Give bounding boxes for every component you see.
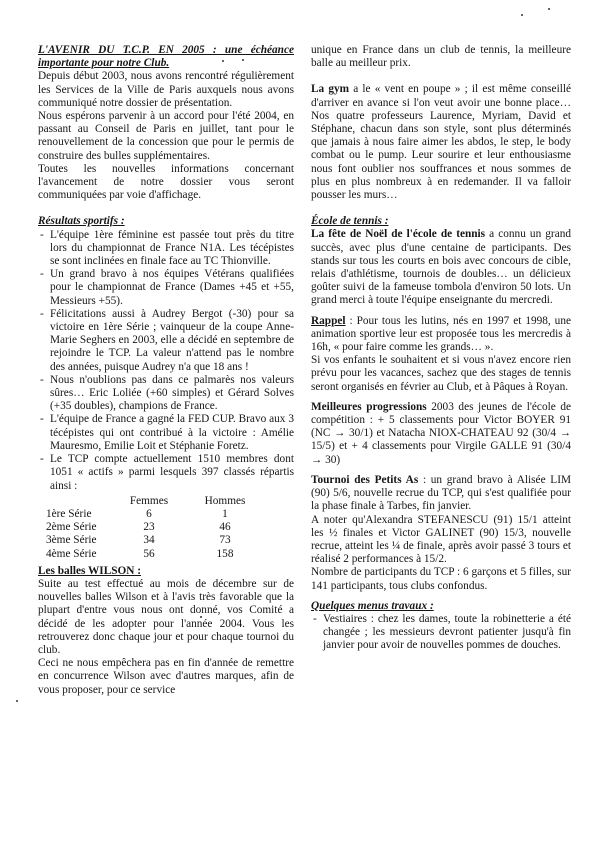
resultats-item: - Nous n'oublions pas dans ce palmarès nos valeurs sûres… Eric Loliée (+60 simples) et Gérard Solves (+35 doubles), champions de France. <box>38 374 294 414</box>
resultats-item: - Le TCP compte actuellement 1510 membres dont 1051 « actifs » parmi lesquels 397 classés répartis ainsi : <box>38 453 294 493</box>
table-cell-femmes: 6 <box>146 507 152 520</box>
resultats-item: - Félicitations aussi à Audrey Bergot (-30) pour sa victoire en 1ère Série ; vainqueur de la coupe Anne-Marie Seghers en 2003, elle a décidé en septembre de rejoindre le TCP. La valeur n'attend pas le nombre des années, puisque Audrey n'a que 18 ans ! <box>38 308 294 374</box>
table-row <box>46 521 266 534</box>
rappel-paragraph-2: Si vos enfants le souhaitent et si vous n'avez encore rien prévu pour les vacances, sachez que des stages de tennis seront organisés en février au Club, et à Pâques à Royan. <box>311 354 571 393</box>
resultats-item: - Un grand bravo à nos équipes Vétérans qualifiées pour le championnat de France (Dames +45 et +55, Messieurs +55). <box>38 268 294 308</box>
avenir-paragraph-1: Depuis début 2003, nous avons rencontré régulièrement les Services de la Ville de Paris auxquels nous avons communiqué notre dossier de présentation. <box>38 70 294 109</box>
table-header-cell: Hommes <box>204 494 246 507</box>
wilson-continued: unique en France dans un club de tennis, la meilleure balle au meilleur prix. <box>311 44 571 70</box>
table-header-cell: Femmes <box>129 494 169 507</box>
progressions-paragraph <box>311 401 571 467</box>
travaux-list <box>311 613 571 653</box>
left-column <box>38 44 294 697</box>
table-row <box>46 534 266 547</box>
table-header-cell <box>46 495 114 508</box>
table-cell-femmes: 34 <box>143 534 155 547</box>
table-cell-serie: 3ème Série <box>46 534 97 547</box>
ecole-paragraph <box>311 228 571 307</box>
wilson-paragraph-2: Ceci ne nous empêchera pas en fin d'année de remettre en concurrence Wilson avec d'autres marques, afin de vous proposer, pour ce service <box>38 657 294 696</box>
wilson-title: Les balles WILSON : <box>38 564 142 577</box>
resultats-title: Résultats sportifs : <box>38 215 125 228</box>
table-row <box>46 508 266 521</box>
travaux-title: Quelques menus travaux : <box>311 599 434 612</box>
classement-table <box>46 495 266 561</box>
resultats-item: - L'équipe 1ère féminine est passée tout près du titre lors du championnat de France N1A. Les técépistes se sont inclinées en finale face au TC Thionville. <box>38 229 294 269</box>
ecole-lead: La fête de Noël de l'école de tennis <box>311 228 486 241</box>
avenir-title: L'AVENIR DU T.C.P. EN 2005 : une échéance importante pour notre Club. <box>38 44 294 70</box>
tournoi-lead: Tournoi des Petits As <box>311 473 419 486</box>
table-cell-serie: 4ème Série <box>46 547 97 560</box>
resultats-list <box>38 229 294 493</box>
resultats-item: - L'équipe de France a gagné la FED CUP. Bravo aux 3 técépistes qui ont contribué à la victoire : Amélie Mauresmo, Emilie Loit et Stéphanie Foretz. <box>38 413 294 453</box>
tournoi-paragraph <box>311 474 571 514</box>
table-cell-femmes: 23 <box>143 521 155 534</box>
avenir-paragraph-3: Toutes les nouvelles informations concernant l'avancement de notre dossier vous seront communiquées par voie d'affichage. <box>38 162 294 202</box>
table-cell-hommes: 46 <box>219 521 231 534</box>
table-header-row <box>46 495 266 508</box>
table-row <box>46 548 266 561</box>
wilson-paragraph-1: Suite au test effectué au mois de décembre sur de nouvelles balles Wilson et à l'avis très favorable que la plupart d'entre vous nous ont donné, vos Comité a décidé de les adopter pour l'année 2004. Vous les retrouverez donc chaque jour et pour chaque tournoi du club. <box>38 577 294 656</box>
ecole-text: a connu un grand succès, avec plus d'une centaine de participants. Des stands sur tous les courts en bois avec concours de cible, relais d'athlétisme, tournois de doubles… un délicieux goûter suivi de la fameuse tombola d'environ 50 lots. Un grand merci à toute l'équipe enseignante du mercredi. <box>311 228 572 307</box>
progressions-lead: Meilleures progressions <box>311 400 427 413</box>
ecole-title: École de tennis : <box>311 215 389 228</box>
rappel-paragraph <box>311 315 571 355</box>
tournoi-text: : un grand bravo à Alisée LIM (90) 5/6, nouvelle recrue du TCP, qui s'est qualifiée pour la phase finale à Tarbes, fin janvier. <box>311 473 571 513</box>
rappel-text: : Pour tous les lutins, nés en 1997 et 1998, une animation sportive leur est proposée tous les mercredis à 16h, « pour faire comme les grands… ». <box>311 314 571 354</box>
progressions-text: 2003 des jeunes de l'école de compétition : + 5 classements pour Victor BOYER 91 (NC → 30/1) et Natacha NIOX-CHATEAU 92 (30/4 → 15/5) et + 4 classements pour Virgile GALLE 91 (30/4 → 30) <box>311 400 571 466</box>
table-cell-hommes: 1 <box>222 507 228 520</box>
table-cell-serie: 1ère Série <box>46 507 92 520</box>
rappel-lead: Rappel <box>311 314 346 327</box>
table-cell-femmes: 56 <box>143 547 155 560</box>
avenir-paragraph-2: Nous espérons parvenir à un accord pour l'été 2004, en passant au Conseil de Paris en juillet, tant pour le renouvellement de la concession que pour le permis de construire des bulles supplémentaires. <box>38 110 294 162</box>
table-cell-hommes: 73 <box>219 534 231 547</box>
tournoi-paragraph-2: A noter qu'Alexandra STEFANESCU (91) 15/1 atteint les ½ finales et Victor GALINET (90) 15/3, nouvelle recrue, atteint les ¼ de finale, après avoir passé 3 tours et réalisé 2 performances à 15/2. <box>311 513 571 566</box>
travaux-item: - Vestiaires : chez les dames, toute la robinetterie a été changée ; les messieurs devront patienter jusqu'à fin janvier pour avoir de nouvelles pommes de douches. <box>311 613 571 653</box>
scan-speck <box>548 8 550 10</box>
scan-speck <box>16 700 18 702</box>
right-column <box>311 44 571 653</box>
scan-speck <box>521 14 523 16</box>
table-cell-hommes: 158 <box>216 547 234 560</box>
table-cell-serie: 2ème Série <box>46 521 97 534</box>
gym-paragraph <box>311 83 571 202</box>
gym-lead: La gym <box>311 83 350 96</box>
tournoi-paragraph-3: Nombre de participants du TCP : 6 garçons et 5 filles, sur 141 participants, tous clubs confondus. <box>311 566 571 592</box>
gym-text: a le « vent en poupe » ; il est même conseillé d'arriver en avance si l'on veut avoir une bonne place… Nos quatre professeurs Laurence, Myriam, David et Stéphane, chacun dans son style, sont plus déterminés que jamais à nous faire aimer les abdos, le step, le body combat ou le pump. Leur sourire et leur enthousiasme nous font oublier nos souffrances et nous sommes de plus en plus nombreux à en redemander. Il va falloir pousser les murs… <box>311 83 571 202</box>
